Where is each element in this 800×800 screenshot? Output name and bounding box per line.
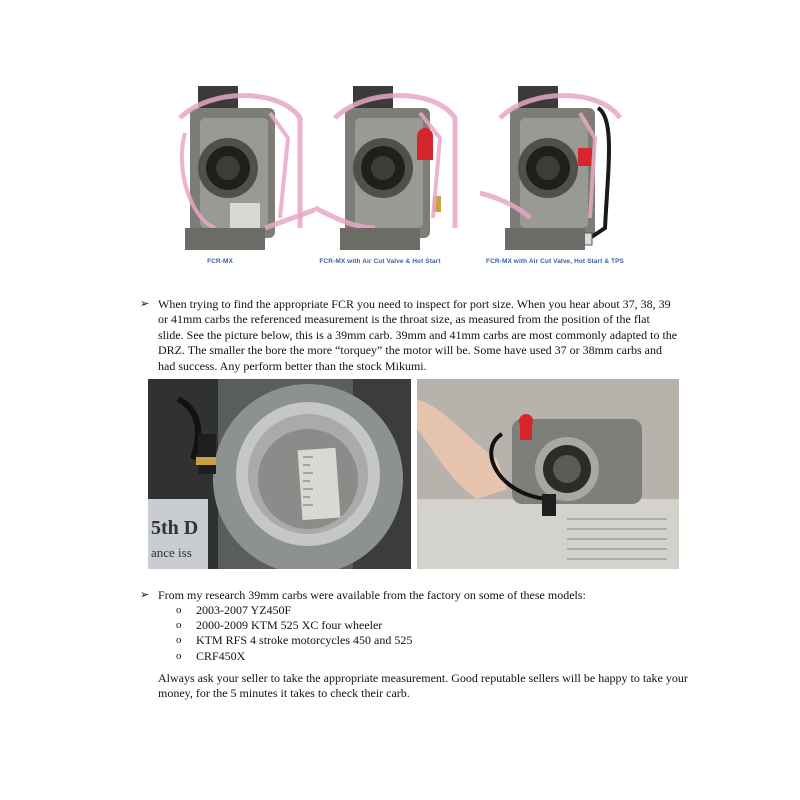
model-name: 2000-2009 KTM 525 XC four wheeler [196, 618, 383, 633]
product-caption-2: FCR-MX with Air Cut Valve & Hot Start [319, 258, 441, 265]
photo-carb-throat-measurement [148, 379, 411, 569]
circle-bullet-icon: o [176, 649, 182, 662]
product-caption-3: FCR-MX with Air Cut Valve, Hot Start & TPS [486, 258, 624, 265]
newspaper-text-1: 5th D [151, 517, 199, 539]
model-name: KTM RFS 4 stroke motorcycles 450 and 525 [196, 633, 413, 648]
paragraph-39mm-models: From my research 39mm carbs were available from the factory on some of these models: [158, 588, 586, 602]
model-name: 2003-2007 YZ450F [196, 603, 292, 617]
product-photo-fcr-mx-air-cut [315, 78, 485, 273]
arrow-bullet-icon: ➢ [140, 298, 150, 310]
photo-carb-in-hand [417, 379, 679, 569]
paragraph-port-size: When trying to find the appropriate FCR you need to inspect for port size. When you hear about 37, 38, 39 or 41mm carbs the referenced measurement is the throat size, as measured from the position of the flat slide. See the picture below, this is a 39mm carb. 39mm and 41mm carbs are most commonly adapted to the DRZ. The smaller the bore the more “torquey” the motor will be. Some have used 37 or 38mm carbs and had success. Any perform better than the stock Mikumi. [158, 297, 678, 373]
paragraph-closing: Always ask your seller to take the appropriate measurement. Good reputable sellers will be happy to take your money, for the 5 minutes it takes to check their carb. [158, 671, 688, 701]
model-name: CRF450X [196, 648, 246, 663]
product-caption-1: FCR-MX [207, 258, 233, 265]
circle-bullet-icon: o [176, 619, 182, 632]
circle-bullet-icon: o [176, 634, 182, 647]
circle-bullet-icon: o [176, 604, 182, 616]
product-photo-fcr-mx-tps [480, 78, 650, 273]
newspaper-text-2: ance iss [151, 545, 192, 560]
arrow-bullet-icon: ➢ [140, 589, 150, 601]
